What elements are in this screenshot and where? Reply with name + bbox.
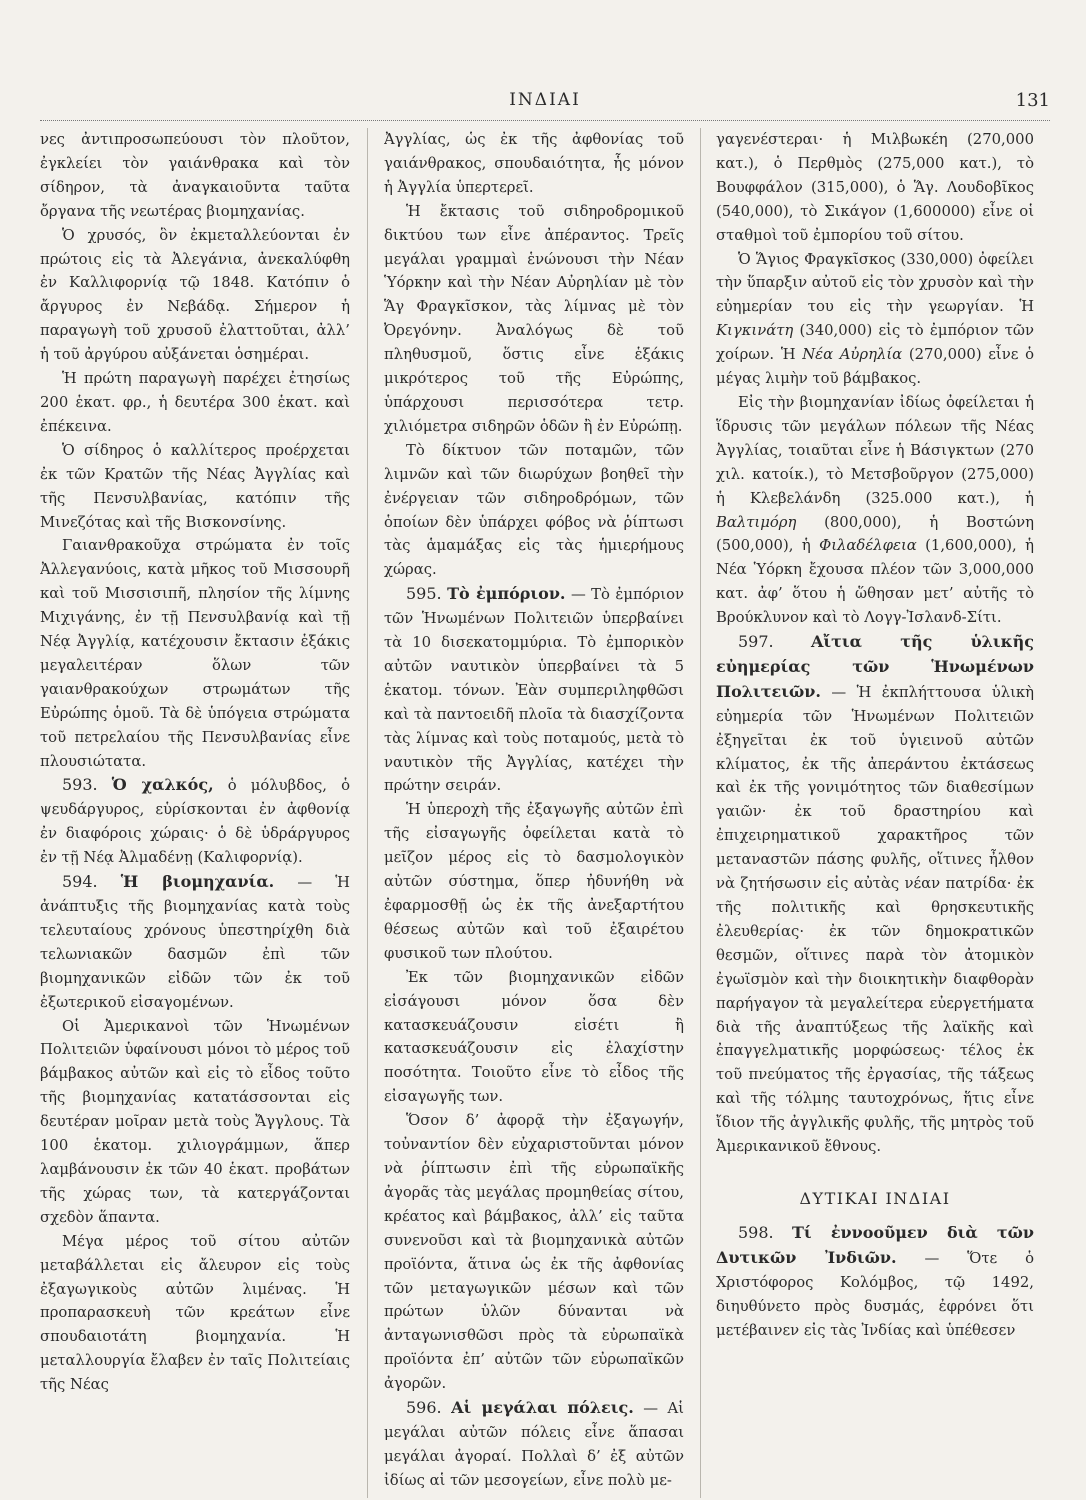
paragraph	[716, 248, 1034, 391]
section-number: 598.	[738, 1222, 774, 1242]
running-title: ΙΝΔΙΑΙ	[509, 90, 581, 110]
section-title: Ἡ βιομηχανία.	[120, 872, 275, 892]
paragraph: Οἱ Ἀμερικανοὶ τῶν Ἡνωμένων Πολιτειῶν ὑφαίνουσι μόνοι τὸ μέρος τοῦ βάμβακος αὐτῶν καὶ εἰς τὸ εἶδος τοῦτο τῆς βιομηχανίας κατατάσσονται εἰς δευτέραν μοῖραν μετὰ τοὺς Ἄγγλους. Τὰ 100 ἑκατομ. χιλιογράμμων, ἅπερ λαμβάνουσιν ἐκ τῶν 40 ἑκατ. προβάτων τῆς χώρας των, τὰ κατεργάζονται σχεδὸν ἅπαντα.	[40, 1017, 350, 1226]
paragraph: Γαιανθρακοῦχα στρώματα ἐν τοῖς Ἀλλεγανύοις, κατὰ μῆκος τοῦ Μισσουρῆ καὶ τοῦ Μισσισιπῆ, πλησίον τῆς λίμνης Μιχιγάνης, ἐν τῇ Πενσυλβανίᾳ καὶ τῇ Νέᾳ Ἀγγλίᾳ, κατέχουσιν ἔκτασιν ἑξάκις μεγαλειτέραν ὅλων τῶν γαιανθρακούχων στρωμάτων τῆς Εὐρώπης ὁμοῦ. Τὰ δὲ ὑπόγεια στρώματα τοῦ πετρελαίου τῆς Πενσυλβανίας εἶνε πλουσιώτατα.	[40, 537, 350, 770]
section-593	[40, 773, 350, 870]
text-run: Ὁ Ἅγιος Φραγκῖσκος (330,000) ὀφείλει τὴν ὕπαρξιν αὐτοῦ εἰς τὸν χρυσὸν καὶ τὴν εὐημερίαν του εἰς τὴν γεωργίαν. Ἡ	[716, 250, 1034, 316]
section-number: 596.	[406, 1398, 442, 1418]
paragraph: νες ἀντιπροσωπεύουσι τὸν πλοῦτον, ἐγκλείει τὸν γαιάνθρακα καὶ τὸν σίδηρον, τὰ ἀναγκαιοῦντα ταῦτα ὄργανα τῆς νεωτέρας βιομηχανίας.	[40, 131, 350, 220]
section-title: Τί ἐννοοῦμεν διὰ τῶν Δυτικῶν Ἰνδιῶν.	[716, 1222, 1034, 1267]
section-598	[716, 1221, 1034, 1343]
city-name: Νέα Αὐρηλία	[802, 346, 903, 364]
text-run: (270,000) εἶνε ὁ μέγας λιμὴν τοῦ βάμβακος.	[716, 346, 1034, 388]
column-divider-2	[700, 128, 701, 1498]
section-text: ὁ μόλυβδος, ὁ ψευδάργυρος, εὑρίσκονται ἐν ἀφθονίᾳ ἐν διαφόροις χώραις· ὁ δὲ ὑδράργυρος ἐν τῇ Νέᾳ Ἀλμαδένῃ (Καλιφορνίᾳ).	[40, 777, 350, 867]
column-2	[384, 128, 684, 1488]
paragraph: Ἡ πρώτη παραγωγὴ παρέχει ἐτησίως 200 ἑκατ. φρ., ἡ δευτέρα 300 ἑκατ. καὶ ἐπέκεινα.	[40, 370, 350, 435]
section-text: — Τὸ ἐμπόριον τῶν Ἡνωμένων Πολιτειῶν ὑπερβαίνει τὰ 10 δισεκατομμύρια. Τὸ ἐμπορικὸν αὐτῶν ναυτικὸν ὑπερβαίνει τὰ 5 ἑκατομ. τόνων. Ἐὰν συμπεριληφθῶσι καὶ τὰ παντοειδῆ πλοῖα τὰ διασχίζοντα τὰς λίμνας καὶ τοὺς ποταμούς, μετὰ τὸ ναυτικὸν τῆς Ἀγγλίας, κατέχει τὴν πρώτην σειράν.	[384, 586, 684, 795]
paragraph: Τὸ δίκτυον τῶν ποταμῶν, τῶν λιμνῶν καὶ τῶν διωρύχων βοηθεῖ τὴν ἐνέργειαν τῶν σιδηροδρόμων, τῶν ὁποίων δὲν ὑπάρχει φόβος νὰ ῥίπτωσι τὰς ἁμαμάξας εἰς τὰς ἡμιερήμους χώρας.	[384, 441, 684, 579]
paragraph: Ὅσον δ’ ἀφορᾷ τὴν ἐξαγωγήν, τοὐναντίον δὲν εὐχαριστοῦνται μόνον νὰ ῥίπτωσιν ἐπὶ τῆς εὐρωπαϊκῆς ἀγορᾶς τὰς μεγάλας προμηθείας σίτου, κρέατος καὶ βάμβακος, ἀλλ’ εἰς ταῦτα συνενοῦσι καὶ τὰ βιομηχανικὰ αὐτῶν προϊόντα, ἅτινα ὡς ἐκ τῆς ἀφθονίας τῶν μεταγωγικῶν μέσων καὶ τῶν πρώτων ὑλῶν δύνανται νὰ ἀνταγωνισθῶσι πρὸς τὰ εὐρωπαϊκὰ προϊόντα ἐπ’ αὐτῶν τῶν εὐρωπαϊκῶν ἀγορῶν.	[384, 1112, 684, 1393]
paragraph: Ἡ ὑπεροχὴ τῆς ἐξαγωγῆς αὐτῶν ἐπὶ τῆς εἰσαγωγῆς ὀφείλεται κατὰ τὸ μεῖζον μέρος εἰς τὸ δασμολογικὸν αὐτῶν σύστημα, ὅπερ ἠδυνήθη νὰ ἐφαρμοσθῇ ὡς ἐκ τῆς ἀνεξαρτήτου θέσεως αὐτῶν καὶ τοῦ ἐξαιρέτου φυσικοῦ των πλούτου.	[384, 801, 684, 962]
column-1	[40, 128, 350, 1488]
city-name: Φιλαδέλφεια	[819, 537, 917, 555]
section-title: Τὸ ἐμπόριον.	[447, 584, 566, 604]
page-number: 131	[1015, 90, 1050, 111]
section-title: Αἱ μεγάλαι πόλεις.	[451, 1398, 634, 1418]
paragraph: Ἐκ τῶν βιομηχανικῶν εἰδῶν εἰσάγουσι μόνον ὅσα δὲν κατασκευάζουσιν εἰσέτι ἢ κατασκευάζουσιν εἰς ἐλαχίστην ποσότητα. Τοιοῦτο εἶνε τὸ εἶδος τῆς εἰσαγωγῆς των.	[384, 968, 684, 1106]
section-heading: ΔΥΤΙΚΑΙ ΙΝΔΙΑΙ	[799, 1188, 951, 1208]
section-text: — Ὅτε ὁ Χριστόφορος Κολόμβος, τῷ 1492, διηυθύνετο πρὸς δυσμάς, ἐφρόνει ὅτι μετέβαινεν εἰς τὰς Ἰνδίας καὶ ὑπέθεσεν	[716, 1249, 1034, 1339]
text-run: (340,000) εἰς τὸ ἐμπόριον τῶν χοίρων. Ἡ	[716, 322, 1034, 364]
text-run: (800,000), ἡ Βοστώνη (500,000), ἡ	[716, 513, 1034, 555]
section-number: 595.	[406, 584, 442, 604]
section-text: — Ἡ ἀνάπτυξις τῆς βιομηχανίας κατὰ τοὺς τελευταίους χρόνους ὑπεστηρίχθη διὰ τελωνιακῶν δασμῶν ἐπὶ τῶν βιομηχανικῶν εἰδῶν τῶν ἐκ τοῦ ἐξωτερικοῦ εἰσαγομένων.	[40, 874, 350, 1011]
city-name: Κιγκινάτη	[716, 322, 794, 340]
section-number: 593.	[62, 775, 98, 795]
column-3	[716, 128, 1034, 1488]
section-title: Ὁ χαλκός,	[111, 775, 214, 795]
section-596	[384, 1396, 684, 1488]
text-run: (1,600,000), ἡ Νέα Ὑόρκη ἔχουσα πλέον τῶν 3,000,000 κατ. ἀφ’ ὅτου ἡ ὥθησαν μετ’ αὐτῆς τὸ Βρούκλυνον καὶ τὸ Λογγ-Ἰσλανδ-Σίτι.	[716, 537, 1034, 627]
paragraph	[716, 391, 1034, 630]
section-594	[40, 870, 350, 1014]
paragraph: γαγενέστεραι· ἡ Μιλβωκέη (270,000 κατ.), ὁ Περθμὸς (275,000 κατ.), τὸ Βουφφάλον (315,000), ὁ Ἅγ. Λουδοβῖκος (540,000), τὸ Σικάγον (1,600000) εἶνε οἱ σταθμοὶ τοῦ ἐμπορίου τοῦ σίτου.	[716, 131, 1034, 244]
section-title: Αἴτια τῆς ὑλικῆς εὐημερίας τῶν Ἡνωμένων Πολιτειῶν.	[716, 632, 1034, 701]
paragraph: Ἡ ἔκτασις τοῦ σιδηροδρομικοῦ δικτύου των εἶνε ἀπέραντος. Τρεῖς μεγάλαι γραμμαὶ ἑνώνουσι τὴν Νέαν Ὑόρκην καὶ τὴν Νέαν Αὐρηλίαν μὲ τὸν Ἅγ Φραγκῖσκον, τὰς λίμνας μὲ τὸν Ὀρεγόνην. Ἀναλόγως δὲ τοῦ πληθυσμοῦ, ὅστις εἶνε ἑξάκις μικρότερος τοῦ τῆς Εὐρώπης, ὑπάρχουσι περισσότερα τετρ. χιλιόμετρα σιδηρῶν ὁδῶν ἢ ἐν Εὐρώπῃ.	[384, 202, 684, 435]
paragraph: Ἀγγλίας, ὡς ἐκ τῆς ἀφθονίας τοῦ γαιάνθρακος, σπουδαιότητα, ἧς μόνον ἡ Ἀγγλία ὑπερτερεῖ.	[384, 131, 684, 196]
paragraph: Μέγα μέρος τοῦ σίτου αὐτῶν μεταβάλλεται εἰς ἄλευρον εἰς τοὺς ἐξαγωγικοὺς αὐτῶν λιμένας. Ἡ προπαρασκευὴ τῶν κρεάτων εἶνε σπουδαιοτάτη βιομηχανία. Ἡ μεταλλουργία ἔλαβεν ἐν ταῖς Πολιτείαις τῆς Νέας	[40, 1232, 350, 1394]
section-number: 597.	[738, 632, 774, 652]
section-text: — Ἡ ἐκπλήττουσα ὑλικὴ εὐημερία τῶν Ἡνωμένων Πολιτειῶν ἐξηγεῖται ἐκ τοῦ ὑγιεινοῦ αὐτῶν κλίματος, ἐκ τῆς ἀπεράντου ἐκτάσεως καὶ ἐκ τῆς γονιμότητος τῶν διαθεσίμων γαιῶν· ἐκ τοῦ δραστηρίου καὶ ἐπιχειρηματικοῦ χαρακτῆρος τῶν μεταναστῶν πάσης φυλῆς, οἵτινες ἦλθον νὰ ζητήσωσιν εἰς αὐτὰς νέαν πατρίδα· ἐκ τῆς πολιτικῆς καὶ θρησκευτικῆς ἐλευθερίας· ἐκ τῶν δημοκρατικῶν θεσμῶν, οἵτινες παρὰ τὸν ἀτομικὸν ἐγωϊσμὸν καὶ τὴν διοικητικὴν διαφθορὰν παρήγαγον τὰ μεγαλείτερα εὐεργετήματα διὰ τῆς ἀναπτύξεως τῆς λαϊκῆς καὶ ἐπαγγελματικῆς μορφώσεως· τέλος ἐκ τοῦ πνεύματος τῆς ἐργασίας, τῆς τάξεως καὶ τῆς τόλμης ταυτοχρόνως, ἥτις εἶνε ἴδιον τῆς ἀγγλικῆς φυλῆς, τῆς μητρὸς τοῦ Ἀμερικανικοῦ ἔθνους.	[716, 683, 1034, 1156]
text-run: Εἰς τὴν βιομηχανίαν ἰδίως ὀφείλεται ἡ ἵδρυσις τῶν μεγάλων πόλεων τῆς Νέας Ἀγγλίας, τοιαῦται εἶνε ἡ Βάσιγκτων (270 χιλ. κατοίκ.), τὸ Μετσβοῦργον (275,000) ἡ Κλεβελάνδη (325.000 κατ.), ἡ	[716, 393, 1034, 507]
section-595	[384, 582, 684, 798]
section-597	[716, 630, 1034, 1159]
paragraph: Ὁ σίδηρος ὁ καλλίτερος προέρχεται ἐκ τῶν Κρατῶν τῆς Νέας Ἀγγλίας καὶ τῆς Πενσυλβανίας, κατόπιν τῆς Μινεζότας καὶ τῆς Βισκονσίνης.	[40, 441, 350, 531]
paragraph: Ὁ χρυσός, ὃν ἐκμεταλλεύονται ἐν πρώτοις εἰς τὰ Ἀλεγάνια, ἀνεκαλύφθη ἐν Καλλιφορνίᾳ τῷ 1848. Κατόπιν ὁ ἄργυρος ἐν Νεβάδᾳ. Σήμερον ἡ παραγωγὴ τοῦ χρυσοῦ ἐλαττοῦται, ἀλλ’ ἡ τοῦ ἀργύρου αὐξάνεται ὁσημέραι.	[40, 226, 350, 364]
column-divider-1	[367, 128, 368, 1498]
page-header	[40, 88, 1050, 118]
section-text: — Αἱ μεγάλαι αὐτῶν πόλεις εἶνε ἅπασαι μεγάλαι ἀγοραί. Πολλαὶ δ’ ἐξ αὐτῶν ἰδίως αἱ τῶν μεσογείων, εἶνε πολὺ με-	[384, 1400, 684, 1488]
section-number: 594.	[62, 872, 98, 892]
header-rule	[40, 120, 1050, 121]
city-name: Βαλτιμόρη	[716, 513, 797, 531]
